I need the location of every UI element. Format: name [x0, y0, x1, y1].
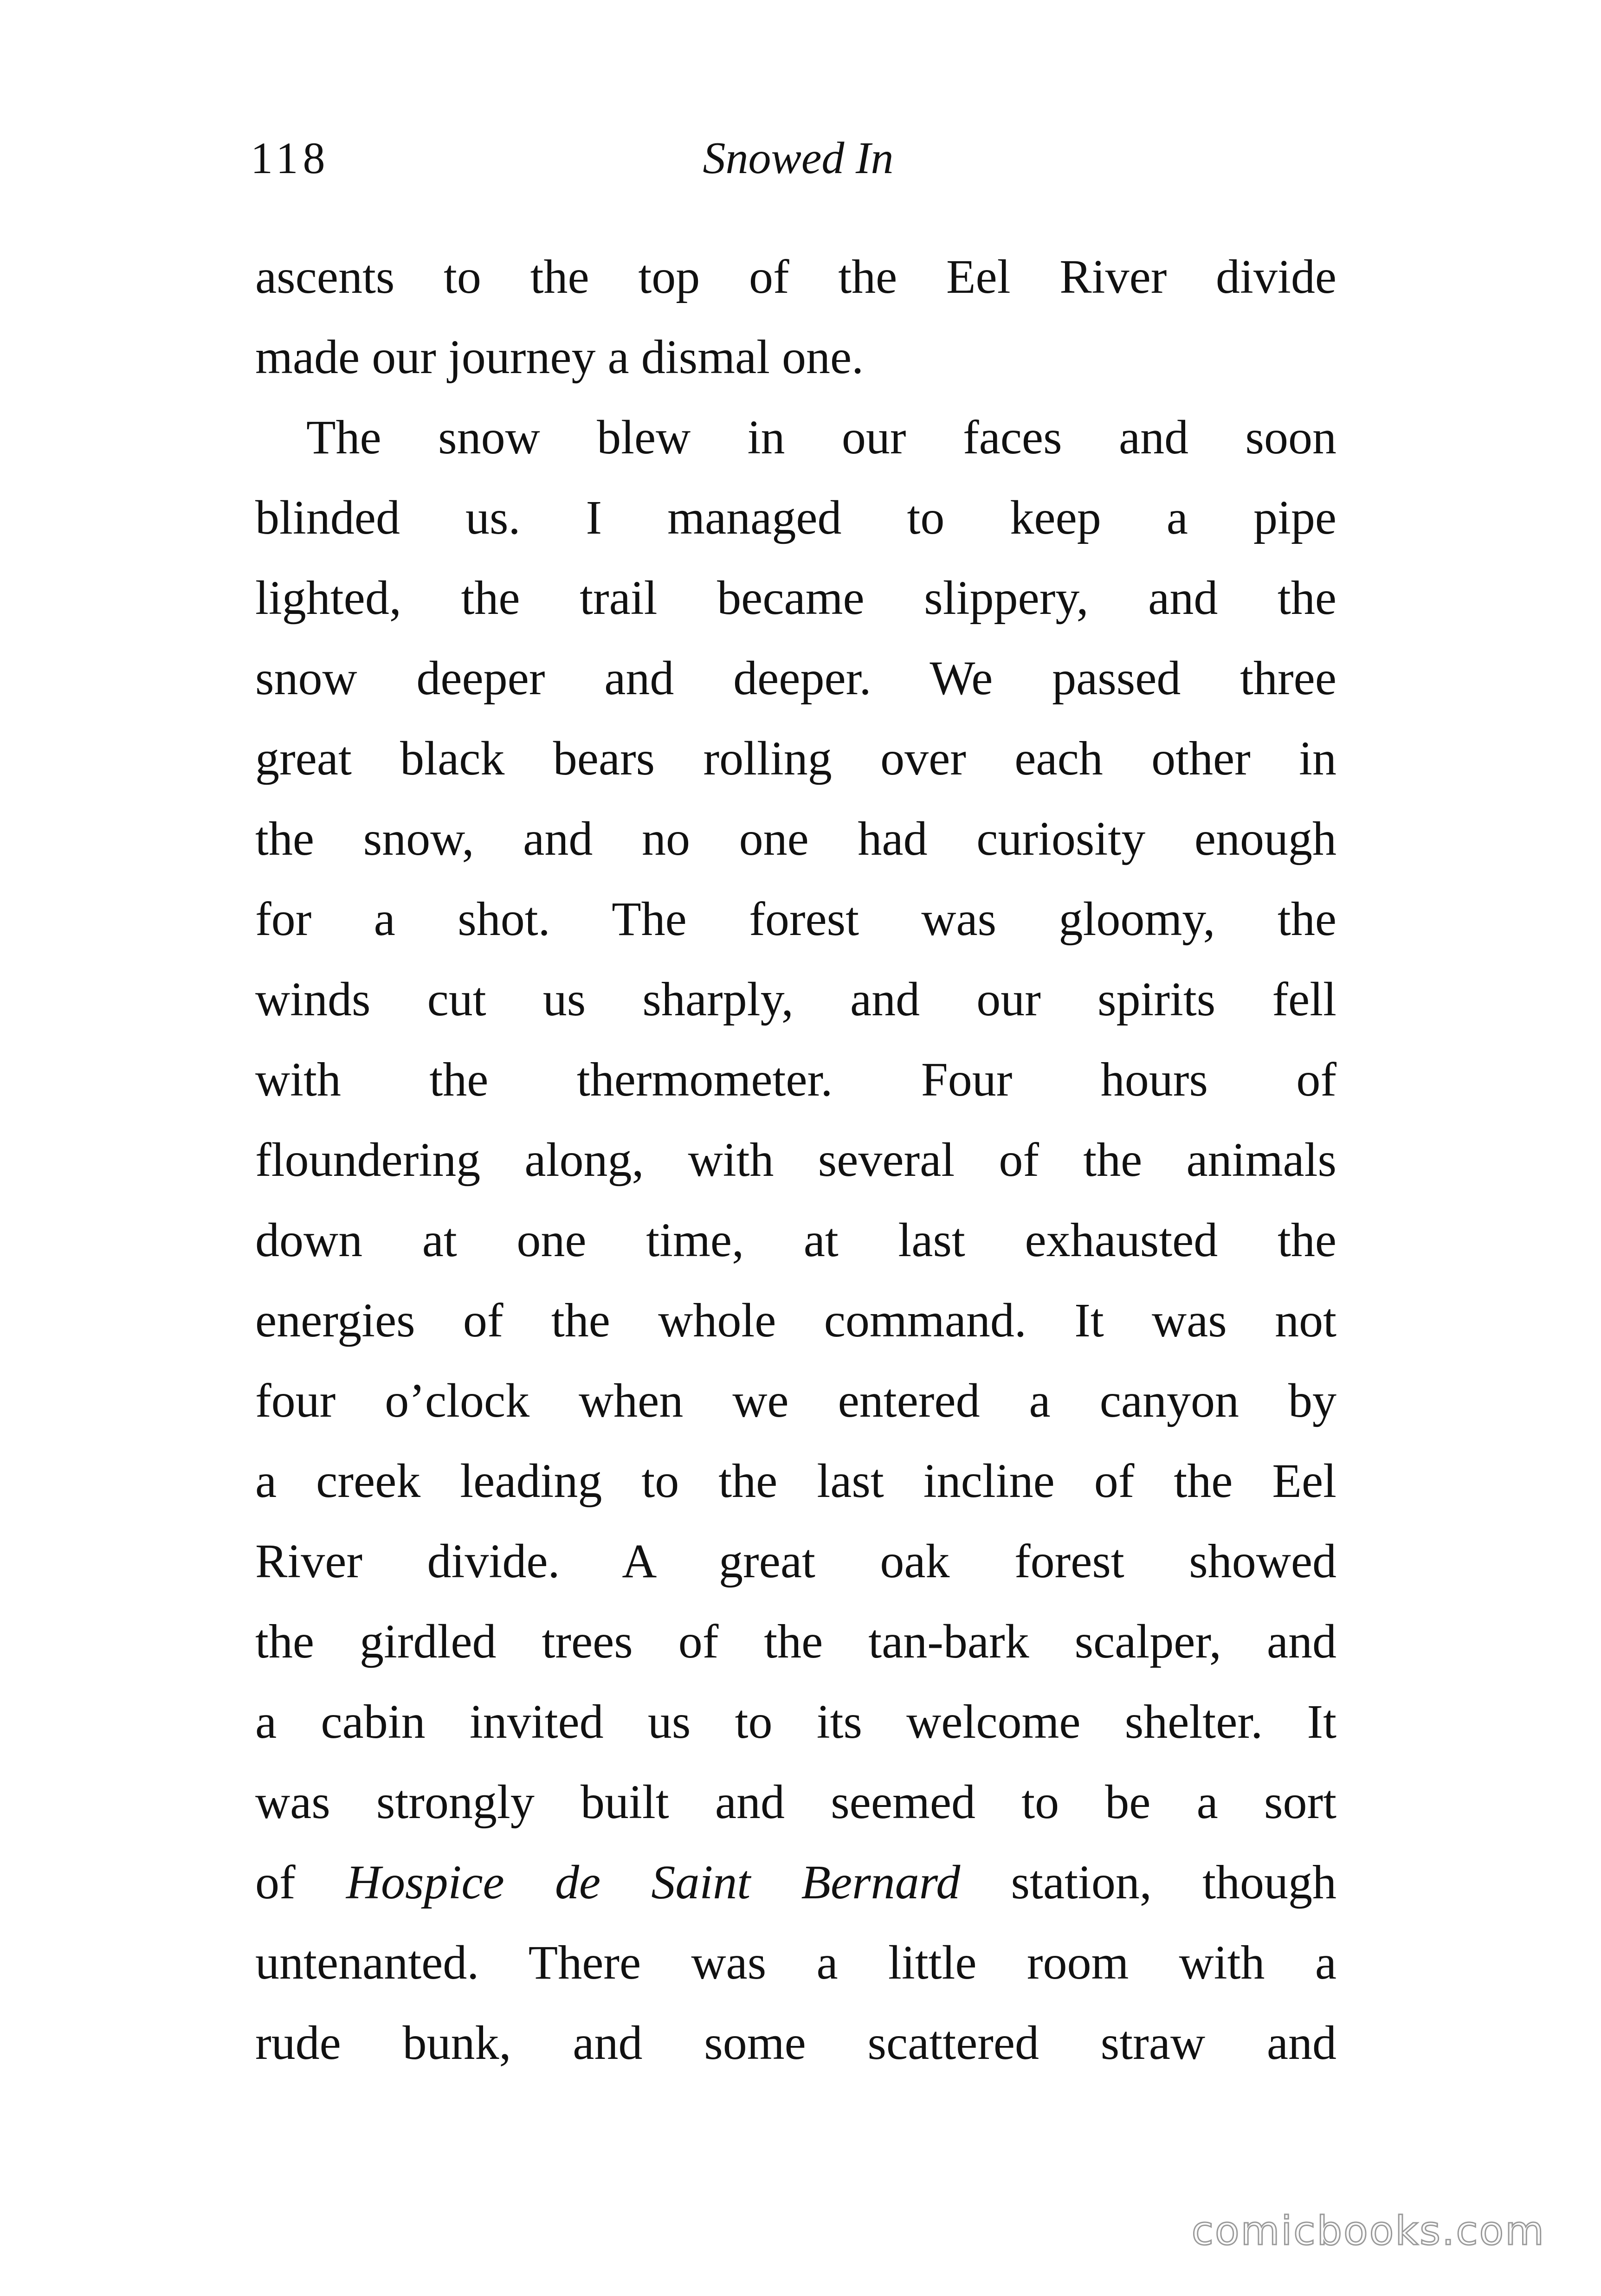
text-line: ascents to the top of the Eel River divide	[255, 250, 1336, 303]
text-line: four o’clock when we entered a canyon by	[255, 1374, 1336, 1427]
watermark: comicbooks.com	[1191, 2208, 1545, 2254]
text-line: snow deeper and deeper. We passed three	[255, 651, 1336, 705]
text-line: The snow blew in our faces and soon	[306, 411, 1336, 464]
text-line: blinded us. I managed to keep a pipe	[255, 491, 1336, 544]
italic-phrase: Hospice de Saint Bernard	[346, 1856, 961, 1909]
text-line: floundering along, with several of the animals	[255, 1133, 1336, 1187]
body-text	[255, 237, 1336, 2083]
text-line: the girdled trees of the tan-bark scalper, and	[255, 1615, 1336, 1668]
text-line: winds cut us sharply, and our spirits fell	[255, 973, 1336, 1026]
text-line: was strongly built and seemed to be a sort	[255, 1775, 1336, 1829]
text-line: with the thermometer. Four hours of	[255, 1053, 1336, 1106]
text-line: down at one time, at last exhausted the	[255, 1213, 1336, 1267]
text-fragment: of	[255, 1856, 346, 1909]
running-title: Snowed In	[703, 133, 894, 183]
text-line-with-italic	[255, 1842, 1336, 1922]
text-line: River divide. A great oak forest showed	[255, 1535, 1336, 1588]
text-line: the snow, and no one had curiosity enough	[255, 812, 1336, 865]
text-line: energies of the whole command. It was not	[255, 1294, 1336, 1347]
text-line: made our journey a dismal one.	[255, 330, 864, 384]
text-line: great black bears rolling over each other in	[255, 732, 1336, 785]
text-fragment: station, though	[960, 1856, 1336, 1909]
text-line: untenanted. There was a little room with a	[255, 1936, 1336, 1989]
text-line: a cabin invited us to its welcome shelter. It	[255, 1695, 1336, 1748]
page-header	[251, 132, 1346, 202]
page-number: 118	[251, 133, 330, 183]
text-line: for a shot. The forest was gloomy, the	[255, 892, 1336, 946]
text-line: a creek leading to the last incline of the Eel	[255, 1454, 1336, 1508]
text-line: rude bunk, and some scattered straw and	[255, 2016, 1336, 2070]
text-line: lighted, the trail became slippery, and the	[255, 571, 1336, 625]
